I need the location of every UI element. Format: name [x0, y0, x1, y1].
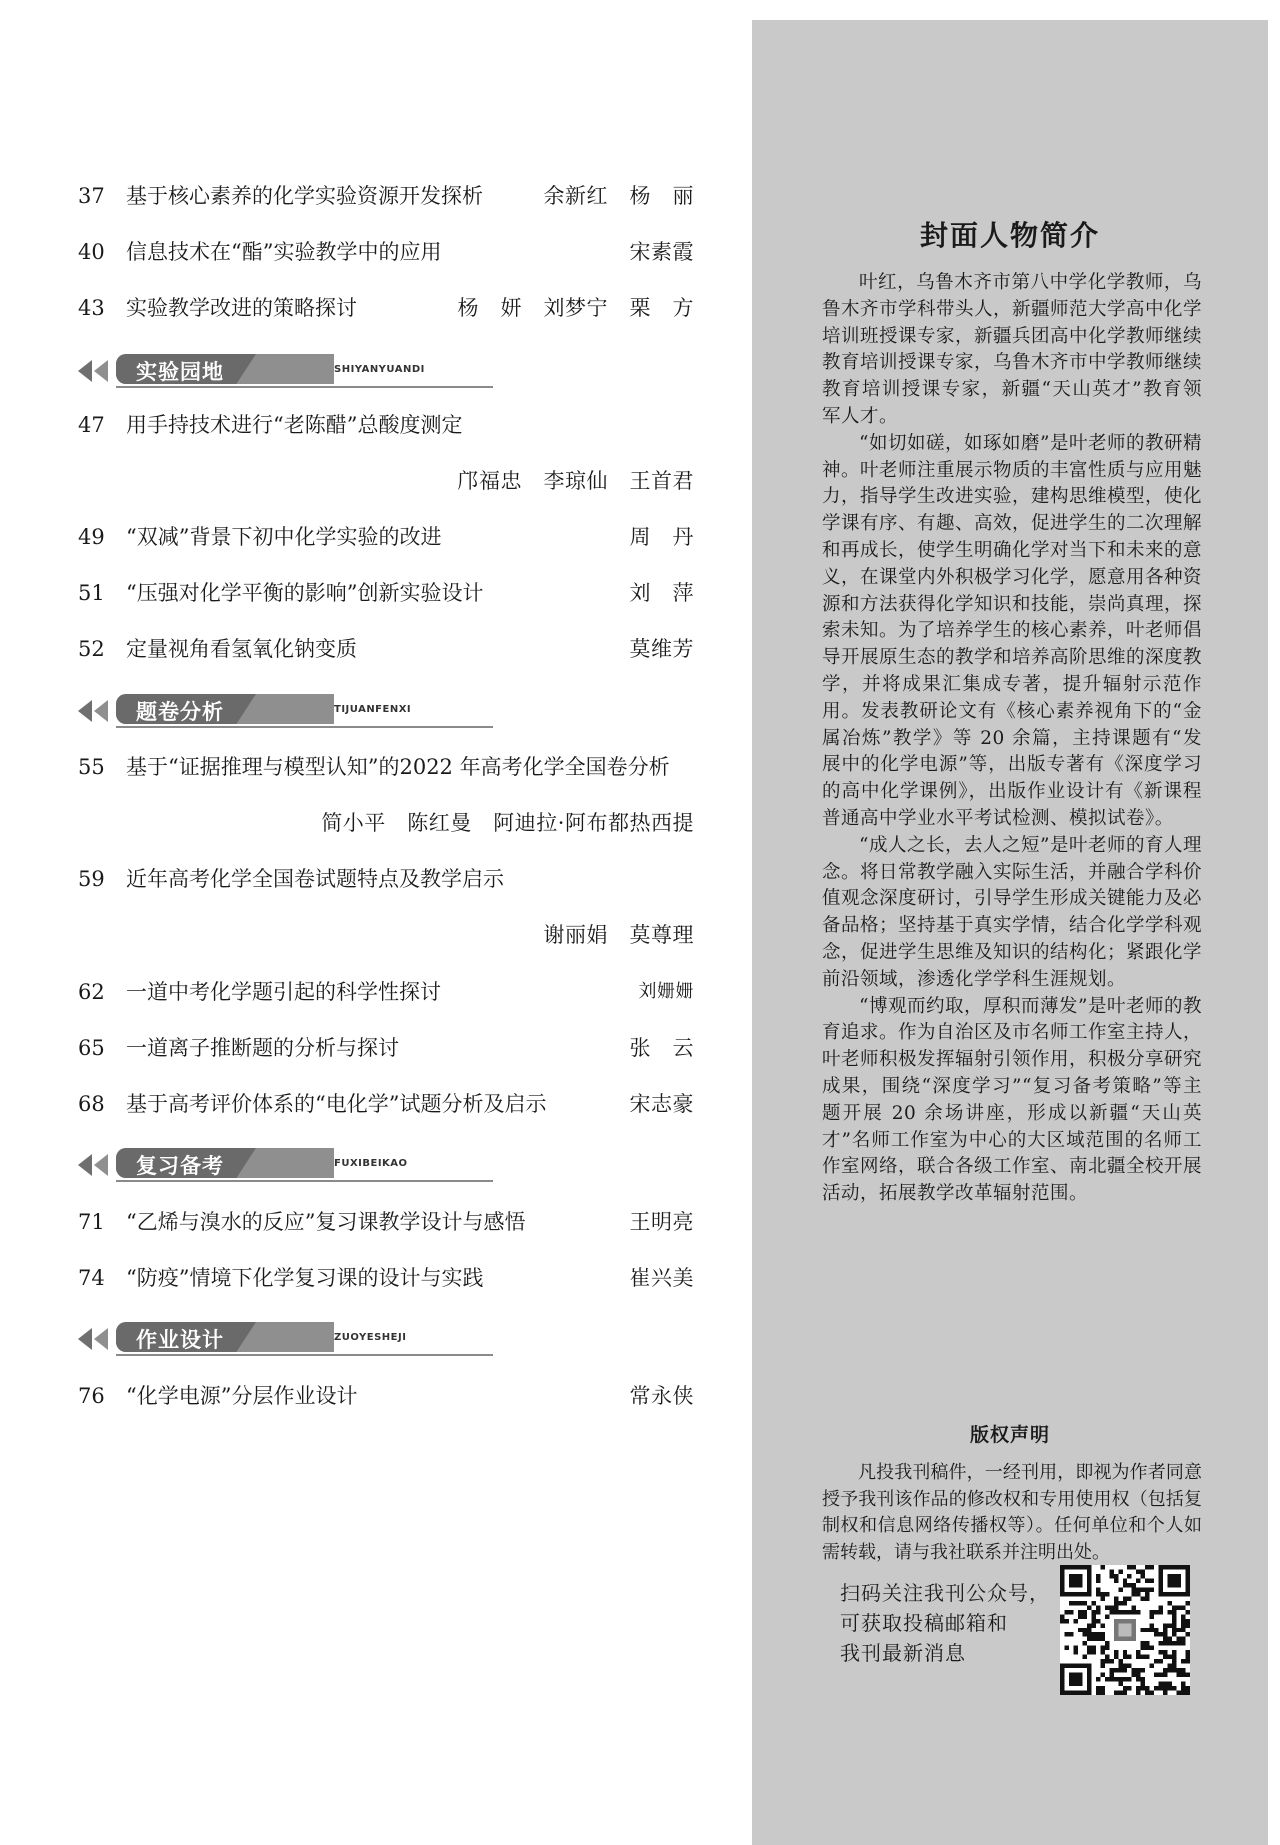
toc-author: 刘姗姗 [638, 981, 694, 1002]
toc-article-title: 基于核心素养的化学实验资源开发探析 [126, 184, 483, 208]
toc-author: 邝福忠 李琼仙 王首君 [457, 469, 694, 493]
double-arrow-left-icon [78, 360, 112, 382]
toc-author: 简小平 陈红曼 阿迪拉·阿布都热西提 [321, 811, 694, 835]
toc-article-title: “防疫”情境下化学复习课的设计与实践 [126, 1266, 484, 1290]
divider [116, 386, 493, 388]
double-arrow-left-icon [78, 1328, 112, 1350]
toc-author: 宋志豪 [629, 1092, 694, 1116]
toc-author: 谢丽娟 莫尊理 [543, 923, 694, 947]
bio-paragraph: “成人之长，去人之短”是叶老师的育人理念。将日常教学融入实际生活，并融合学科价值观念深度研讨，引导学生形成关键能力及必备品格；坚持基于真实学情，结合化学学科观念，促进学生思维及知识的结构化；紧跟化学前沿领域，渗透化学学科生涯规划。 [822, 834, 1203, 990]
toc-author: 刘 萍 [629, 581, 694, 605]
toc-article-title: 近年高考化学全国卷试题特点及教学启示 [126, 867, 504, 891]
section-label: 复习备考 [136, 1154, 224, 1178]
copyright-title: 版权声明 [969, 1424, 1050, 1446]
toc-article-title: 实验教学改进的策略探讨 [126, 296, 357, 320]
copyright-notice [822, 1460, 1202, 1566]
toc-page-number: 47 [78, 413, 105, 437]
section-pinyin: ZUOYESHEJI [334, 1332, 407, 1343]
section-pinyin: TIJUANFENXI [334, 704, 412, 715]
toc-page-number: 71 [78, 1210, 105, 1234]
toc-page-number: 62 [78, 980, 105, 1004]
toc-page-number: 40 [78, 240, 105, 264]
divider [116, 1180, 493, 1182]
section-tab [116, 1148, 334, 1178]
section-pinyin: FUXIBEIKAO [334, 1158, 408, 1169]
section-header-zuoyesheji [78, 1322, 493, 1356]
qr-caption-line: 我刊最新消息 [840, 1641, 966, 1665]
double-arrow-left-icon [78, 1154, 112, 1176]
cover-person-sidebar [752, 20, 1268, 1845]
toc-page-number: 37 [78, 184, 105, 208]
toc-author: 杨 妍 刘梦宁 栗 方 [457, 296, 694, 320]
toc-article-title: “压强对化学平衡的影响”创新实验设计 [126, 581, 484, 605]
toc-page-number: 65 [78, 1036, 105, 1060]
section-tab [116, 354, 334, 384]
copyright-text: 凡投我刊稿件，一经刊用，即视为作者同意授予我刊该作品的修改权和专用使用权（包括复制权和信息网络传播权等）。任何单位和个人如需转载，请与我社联系并注明出处。 [822, 1462, 1202, 1563]
bio-paragraph: “博观而约取，厚积而薄发”是叶老师的教育追求。作为自治区及市名师工作室主持人，叶老师积极发挥辐射引领作用，积极分享研究成果，围绕“深度学习”“复习备考策略”等主题开展 20 余场讲座，形成以新疆“天山英才”名师工作室为中心的大区域范围的名师工作室网络，联合各级工作室、南北疆全校开展活动，拓展教学改革辐射范围。 [822, 995, 1203, 1205]
toc-page-number: 59 [78, 867, 105, 891]
toc-article-title: “化学电源”分层作业设计 [126, 1384, 358, 1408]
toc-page-number: 76 [78, 1384, 105, 1408]
section-header-shiyanyuandi [78, 354, 493, 388]
toc-page-number: 51 [78, 581, 105, 605]
toc-page-number: 74 [78, 1266, 105, 1290]
section-header-fuxibeikao [78, 1148, 493, 1182]
section-label: 实验园地 [136, 360, 224, 384]
qr-caption-line: 可获取投稿邮箱和 [840, 1611, 1008, 1635]
qr-code-icon[interactable] [1060, 1565, 1190, 1695]
toc-author: 王明亮 [629, 1210, 694, 1234]
toc-author: 崔兴美 [629, 1266, 694, 1290]
toc-page-number: 43 [78, 296, 105, 320]
toc-page-number: 49 [78, 525, 105, 549]
section-label: 题卷分析 [136, 700, 224, 724]
toc-author: 张 云 [629, 1036, 694, 1060]
toc-author: 周 丹 [629, 525, 694, 549]
double-arrow-left-icon [78, 700, 112, 722]
toc-article-title: “乙烯与溴水的反应”复习课教学设计与感悟 [126, 1210, 526, 1234]
toc-author: 常永侠 [629, 1384, 694, 1408]
sidebar-title: 封面人物简介 [919, 219, 1100, 252]
toc-author: 莫维芳 [629, 637, 694, 661]
toc-article-title: 用手持技术进行“老陈醋”总酸度测定 [126, 413, 463, 437]
toc-article-title: 一道离子推断题的分析与探讨 [126, 1036, 399, 1060]
toc-article-title: 信息技术在“酯”实验教学中的应用 [126, 240, 442, 264]
section-header-tijuanfenxi [78, 694, 493, 728]
divider [116, 726, 493, 728]
toc-author: 余新红 杨 丽 [543, 184, 694, 208]
toc-page-number: 68 [78, 1092, 105, 1116]
toc-author: 宋素霞 [629, 240, 694, 264]
toc-article-title: “双减”背景下初中化学实验的改进 [126, 525, 442, 549]
toc-page-number: 52 [78, 637, 105, 661]
section-pinyin: SHIYANYUANDI [334, 364, 425, 375]
toc-article-title: 基于“证据推理与模型认知”的2022 年高考化学全国卷分析 [126, 755, 670, 779]
divider [116, 1354, 493, 1356]
toc-page-number: 55 [78, 755, 105, 779]
bio-paragraph: “如切如磋，如琢如磨”是叶老师的教研精神。叶老师注重展示物质的丰富性质与应用魅力，指导学生改进实验，建构思维模型，使化学课有序、有趣、高效，促进学生的二次理解和再成长，使学生明确化学对当下和未来的意义，在课堂内外积极学习化学，愿意用各种资源和方法获得化学知识和技能，崇尚真理，探索未知。为了培养学生的核心素养，叶老师倡导开展原生态的教学和培养高阶思维的深度教学，并将成果汇集成专著，提升辐射示范作用。发表教研论文有《核心素养视角下的“金属冶炼”教学》等 20 余篇，主持课题有“发展中的化学电源”等，出版专著有《深度学习的高中化学课例》，出版作业设计有《新课程普通高中学业水平考试检测、模拟试卷》。 [822, 432, 1203, 829]
cover-person-bio [822, 270, 1202, 1208]
qr-caption [840, 1578, 1050, 1668]
toc-article-title: 一道中考化学题引起的科学性探讨 [126, 980, 441, 1004]
section-label: 作业设计 [136, 1328, 224, 1352]
bio-paragraph: 叶红，乌鲁木齐市第八中学化学教师，乌鲁木齐市学科带头人，新疆师范大学高中化学培训班授课专家，新疆兵团高中化学教师继续教育培训授课专家，乌鲁木齐市中学教师继续教育培训授课专家，新疆“天山英才”教育领军人才。 [822, 272, 1203, 427]
toc-article-title: 基于高考评价体系的“电化学”试题分析及启示 [126, 1092, 547, 1116]
section-tab [116, 1322, 334, 1352]
section-tab [116, 694, 334, 724]
qr-caption-line: 扫码关注我刊公众号， [840, 1581, 1050, 1605]
toc-article-title: 定量视角看氢氧化钠变质 [126, 637, 357, 661]
